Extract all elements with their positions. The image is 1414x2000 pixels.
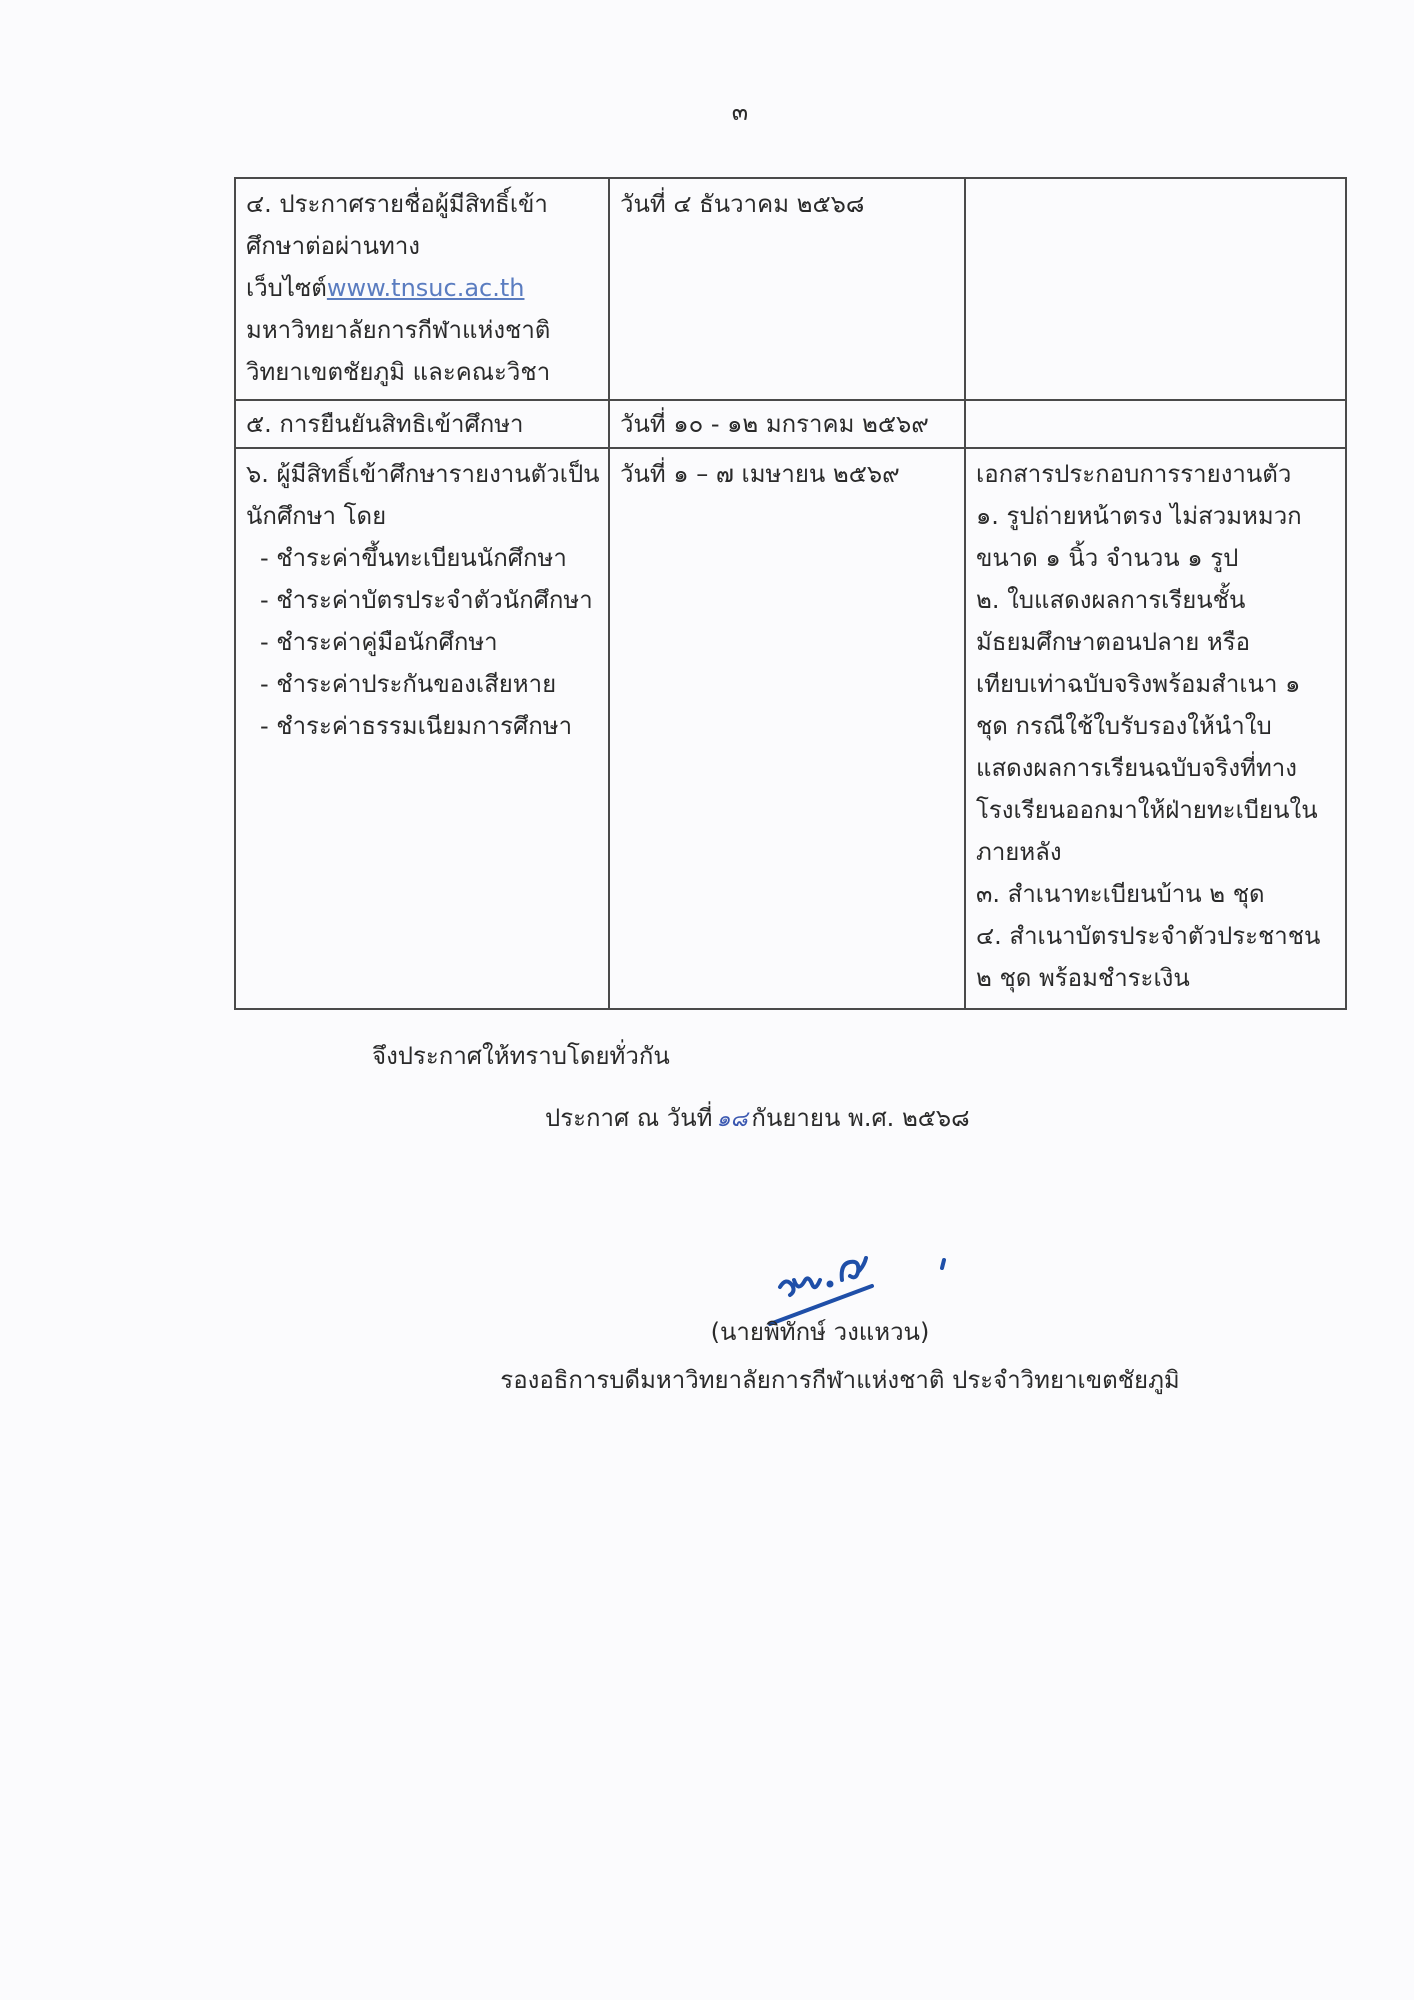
note-line: ๒. ใบแสดงผลการเรียนชั้น [976,586,1246,614]
announcement-date [545,1098,970,1137]
note-line: แสดงผลการเรียนฉบับจริงที่ทาง [976,754,1297,782]
handwritten-day: ๑๘ [716,1107,748,1132]
announce-prefix: ประกาศ ณ วันที่ [545,1104,713,1132]
table-row [235,448,1346,1009]
date-cell [609,400,965,448]
step-line: ๖. ผู้มีสิทธิ์เข้าศึกษารายงานตัวเป็น [246,460,600,488]
note-cell [965,448,1346,1009]
announce-suffix: กันยายน พ.ศ. ๒๕๖๘ [751,1104,970,1132]
note-line: ๑. รูปถ่ายหน้าตรง ไม่สวมหมวก [976,502,1302,530]
date-cell [609,178,965,400]
payment-item: - ชำระค่าประกันของเสียหาย [260,670,557,698]
payment-item: - ชำระค่าคู่มือนักศึกษา [260,628,498,656]
payment-item: - ชำระค่าบัตรประจำตัวนักศึกษา [260,586,593,614]
step-line: ๕. การยืนยันสิทธิเข้าศึกษา [246,410,524,438]
step-line [246,267,600,309]
note-line: ๓. สำเนาทะเบียนบ้าน ๒ ชุด [976,880,1265,908]
step-line: มหาวิทยาลัยการกีฬาแห่งชาติ [246,316,551,344]
note-line: ภายหลัง [976,838,1062,866]
table-row [235,178,1346,400]
note-line: ๒ ชุด พร้อมชำระเงิน [976,964,1190,992]
website-label: เว็บไซต์ [246,274,327,302]
note-line: ชุด กรณีใช้ใบรับรองให้นำใบ [976,712,1272,740]
step-line: วิทยาเขตชัยภูมิ และคณะวิชา [246,358,551,386]
date-text: วันที่ ๔ ธันวาคม ๒๕๖๘ [620,190,865,218]
payment-item: - ชำระค่าธรรมเนียมการศึกษา [260,712,573,740]
note-line: มัธยมศึกษาตอนปลาย หรือ [976,628,1251,656]
date-text: วันที่ ๑๐ - ๑๒ มกราคม ๒๕๖๙ [620,410,929,438]
website-link[interactable]: www.tnsuc.ac.th [326,274,525,302]
payment-item: - ชำระค่าขึ้นทะเบียนนักศึกษา [260,544,567,572]
date-text: วันที่ ๑ – ๗ เมษายน ๒๕๖๙ [620,460,900,488]
signer-title: รองอธิการบดีมหาวิทยาลัยการกีฬาแห่งชาติ ประจำวิทยาเขตชัยภูมิ [500,1366,1180,1394]
note-cell [965,178,1346,400]
step-line: นักศึกษา โดย [246,502,387,530]
step-cell [235,178,609,400]
closing-statement: จึงประกาศให้ทราบโดยทั่วกัน [372,1042,670,1070]
note-line: ขนาด ๑ นิ้ว จำนวน ๑ รูป [976,544,1239,572]
step-cell [235,448,609,1009]
signer-name: (นายพิทักษ์ วงแหวน) [710,1318,930,1346]
note-line: โรงเรียนออกมาให้ฝ่ายทะเบียนใน [976,796,1318,824]
page-number: ๓ [731,98,749,126]
schedule-table [234,177,1347,1010]
step-line: ๔. ประกาศรายชื่อผู้มีสิทธิ์เข้า [246,190,548,218]
step-line: ศึกษาต่อผ่านทาง [246,232,421,260]
table-row [235,400,1346,448]
note-cell [965,400,1346,448]
date-cell [609,448,965,1009]
note-line: เอกสารประกอบการรายงานตัว [976,460,1292,488]
step-cell [235,400,609,448]
note-line: เทียบเท่าฉบับจริงพร้อมสำเนา ๑ [976,670,1301,698]
note-line: ๔. สำเนาบัตรประจำตัวประชาชน [976,922,1321,950]
